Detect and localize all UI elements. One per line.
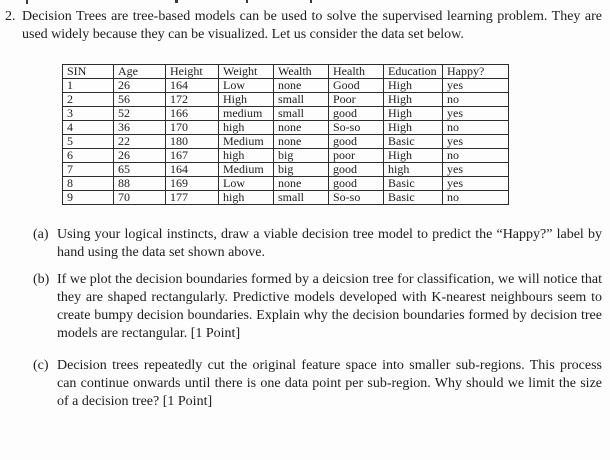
table-cell: good [329, 177, 384, 191]
table-cell: 164 [166, 163, 219, 177]
question-parts [22, 226, 602, 411]
table-cell: high [219, 191, 274, 205]
column-header-happy: Happy? [443, 65, 509, 79]
table-cell: Low [219, 79, 274, 93]
table-cell: no [443, 149, 509, 163]
part-c [33, 357, 602, 411]
table-row [63, 163, 509, 177]
table-cell: Basic [384, 135, 443, 149]
table-cell: High [384, 121, 443, 135]
table-cell: 2 [63, 93, 114, 107]
table-cell: 52 [114, 107, 166, 121]
table-cell: none [274, 177, 329, 191]
table-cell: 170 [166, 121, 219, 135]
table-cell: big [274, 163, 329, 177]
dataset-table-head [63, 65, 509, 79]
part-a [33, 226, 602, 262]
column-header-education: Education [384, 65, 443, 79]
table-row [63, 149, 509, 163]
table-cell: 36 [114, 121, 166, 135]
table-cell: small [274, 107, 329, 121]
table-cell: High [384, 93, 443, 107]
table-cell: 5 [63, 135, 114, 149]
table-row [63, 79, 509, 93]
table-cell: 6 [63, 149, 114, 163]
table-cell: yes [443, 163, 509, 177]
table-row [63, 107, 509, 121]
clipped-text-remnant [26, 0, 28, 4]
clipped-text-remnant [310, 0, 312, 3]
table-cell: 22 [114, 135, 166, 149]
table-cell: Medium [219, 163, 274, 177]
table-cell: High [384, 107, 443, 121]
table-cell: So-so [329, 121, 384, 135]
table-cell: 164 [166, 79, 219, 93]
table-cell: 180 [166, 135, 219, 149]
question-body [22, 8, 602, 411]
table-cell: 4 [63, 121, 114, 135]
table-header-row [63, 65, 509, 79]
table-cell: 177 [166, 191, 219, 205]
column-header-age: Age [114, 65, 166, 79]
table-cell: 26 [114, 149, 166, 163]
table-cell: no [443, 191, 509, 205]
table-cell: 166 [166, 107, 219, 121]
table-cell: High [219, 93, 274, 107]
table-cell: 167 [166, 149, 219, 163]
table-cell: high [219, 121, 274, 135]
question-2 [5, 8, 602, 411]
table-row [63, 191, 509, 205]
table-row [63, 93, 509, 107]
table-cell: So-so [329, 191, 384, 205]
part-a-label: (a) [33, 227, 49, 242]
part-b-text: If we plot the decision boundaries formed by a deicsion tree for classification, we will notice that they are shaped rectangularly. Predictive models developed with K-nearest neighbours seem to create bumpy decision boundaries. Explain why the decision boundaries formed by decision tree models are rectangular. [1 Point] [57, 272, 602, 341]
table-cell: no [443, 121, 509, 135]
table-cell: 8 [63, 177, 114, 191]
table-cell: no [443, 93, 509, 107]
table-cell: none [274, 121, 329, 135]
table-cell: yes [443, 177, 509, 191]
table-cell: High [384, 149, 443, 163]
table-cell: Basic [384, 177, 443, 191]
table-cell: Basic [384, 191, 443, 205]
column-header-wealth: Wealth [274, 65, 329, 79]
part-c-label: (c) [33, 358, 49, 373]
column-header-weight: Weight [219, 65, 274, 79]
table-cell: poor [329, 149, 384, 163]
dataset-table-body [63, 79, 509, 205]
part-b-label: (b) [33, 272, 50, 287]
clipped-text-remnant [246, 0, 248, 3]
question-intro: Decision Trees are tree-based models can be used to solve the supervised learning problem. They are used widely because they can be visualized. Let us consider the data set below. [22, 9, 602, 42]
column-header-health: Health [329, 65, 384, 79]
table-cell: yes [443, 79, 509, 93]
table-cell: 3 [63, 107, 114, 121]
table-cell: 70 [114, 191, 166, 205]
table-cell: 56 [114, 93, 166, 107]
table-cell: small [274, 191, 329, 205]
table-cell: 7 [63, 163, 114, 177]
table-cell: Medium [219, 135, 274, 149]
table-cell: high [384, 163, 443, 177]
question-number: 2. [5, 9, 16, 24]
table-row [63, 121, 509, 135]
table-row [63, 177, 509, 191]
part-a-text: Using your logical instincts, draw a viable decision tree model to predict the “Happy?” label by hand using the data set shown above. [57, 227, 602, 260]
table-cell: 65 [114, 163, 166, 177]
table-cell: good [329, 107, 384, 121]
table-cell: 169 [166, 177, 219, 191]
table-cell: none [274, 135, 329, 149]
dataset-table [62, 64, 509, 205]
table-cell: 26 [114, 79, 166, 93]
table-cell: Good [329, 79, 384, 93]
column-header-height: Height [166, 65, 219, 79]
table-cell: big [274, 149, 329, 163]
column-header-sin: SIN [63, 65, 114, 79]
table-cell: Poor [329, 93, 384, 107]
table-cell: none [274, 79, 329, 93]
table-cell: medium [219, 107, 274, 121]
part-c-text: Decision trees repeatedly cut the original feature space into smaller sub-regions. This process can continue onwards until there is one data point per sub-region. Why should we limit the size of a decision tree? [1 Point] [57, 358, 602, 409]
table-cell: yes [443, 135, 509, 149]
table-cell: high [219, 149, 274, 163]
table-cell: yes [443, 107, 509, 121]
table-cell: Low [219, 177, 274, 191]
table-cell: 9 [63, 191, 114, 205]
part-b [33, 271, 602, 343]
table-cell: 172 [166, 93, 219, 107]
table-cell: good [329, 163, 384, 177]
clipped-text-remnant [175, 0, 178, 3]
table-cell: 1 [63, 79, 114, 93]
table-cell: High [384, 79, 443, 93]
table-cell: 88 [114, 177, 166, 191]
table-cell: good [329, 135, 384, 149]
table-cell: small [274, 93, 329, 107]
table-row [63, 135, 509, 149]
